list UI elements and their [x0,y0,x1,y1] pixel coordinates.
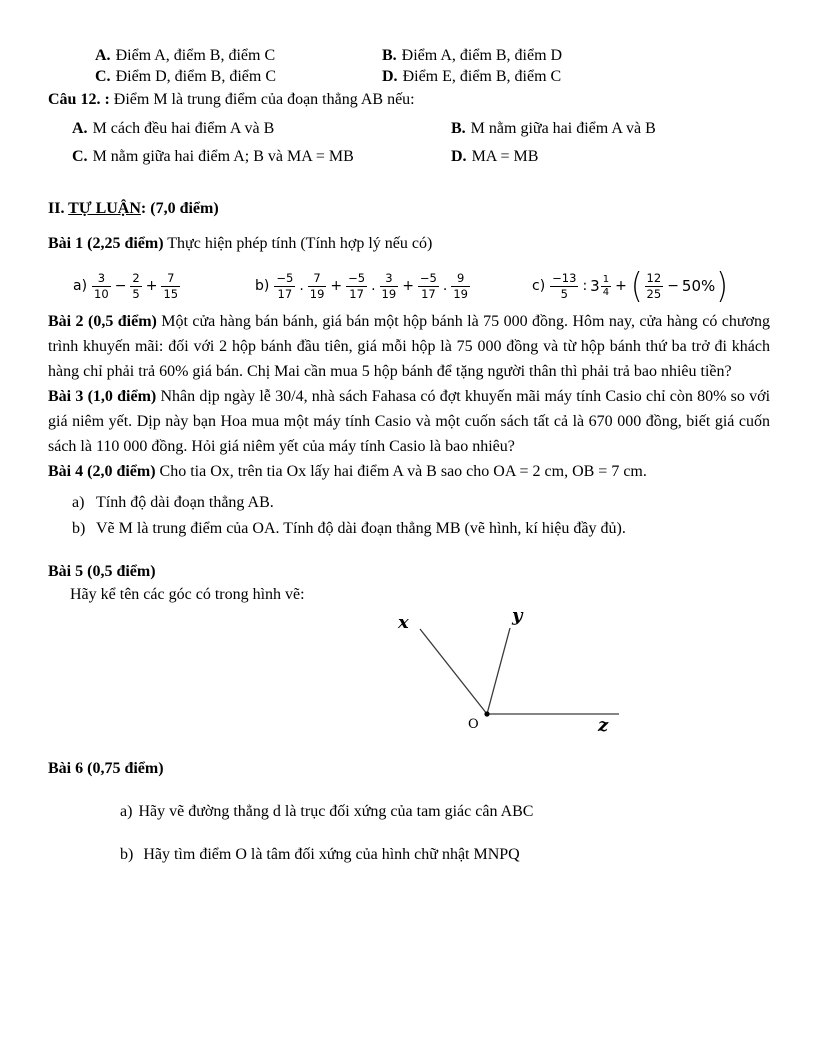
ray-x-line [420,629,487,714]
option-text: MA = MB [471,148,539,165]
expression-label: c) [532,278,546,294]
problem-6-heading: Bài 6 (0,75 điểm) [48,760,164,777]
list-item [72,490,770,516]
math-operator: + [615,278,627,294]
option-letter: C. [72,148,88,165]
option-text: M nằm giữa hai điểm A và B [470,120,656,137]
section-title: TỰ LUẬN [68,200,141,217]
problem-label: Bài 3 (1,0 điểm) [48,388,157,405]
option-item [382,45,562,66]
option-item [95,45,382,66]
item-text: Vẽ M là trung điểm của OA. Tính độ dài đoạn thẳng MB (vẽ hình, kí hiệu đầy đủ). [96,520,626,537]
numerator: 7 [308,271,327,286]
numerator: 1 [602,273,610,285]
angles-figure [390,602,770,734]
item-text: Tính độ dài đoạn thẳng AB. [96,494,274,511]
item-text: Hãy tìm điểm O là tâm đối xứng của hình chữ nhật MNPQ [143,846,520,863]
math-number: 50% [681,277,716,295]
math-tokens [273,271,471,301]
q11-options-row-1 [48,45,770,66]
numerator: −5 [348,271,366,286]
option-item [72,146,451,168]
numerator: 9 [451,271,470,286]
q12-options-row-1 [48,118,770,140]
option-text: Điểm A, điểm B, điểm C [115,47,276,64]
ray-y-line [487,628,510,714]
denominator: 5 [132,286,140,301]
math-expression-a [73,263,181,309]
list-item [120,844,770,866]
numerator: 7 [161,271,180,286]
math-paren: ( [630,265,643,307]
list-item [72,516,770,542]
item-label: b) [72,520,86,537]
fraction [550,271,578,301]
option-letter: D. [451,148,467,165]
problem-text: Nhân dịp ngày lễ 30/4, nhà sách Fahasa có đợt khuyến mãi máy tính Casio chỉ còn 80% so với giá niêm yết. Dịp này bạn Hoa mua một máy tính Casio và một cuốn sách tất cả là 670 000 đồng, biết giá cuốn sách là 110 000 đồng. Hỏi giá niêm yết của máy tính Casio là bao nhiêu? [48,388,771,455]
vertex-O-dot [484,711,489,716]
option-letter: B. [451,120,466,137]
option-letter: C. [95,68,111,85]
problem-text: Cho tia Ox, trên tia Ox lấy hai điểm A và B sao cho OA = 2 cm, OB = 7 cm. [159,463,647,480]
label-y: y [512,605,523,626]
fraction [601,274,611,299]
numerator: 2 [132,271,140,286]
problem-4-items [48,490,770,542]
denominator: 4 [602,286,610,298]
problem-label: Bài 4 (2,0 điểm) [48,463,156,480]
label-z: z [598,715,609,734]
math-number: 3 [590,277,600,295]
denominator: 19 [453,286,468,301]
item-label: a) [72,494,85,511]
numerator: −5 [276,271,294,286]
option-text: M cách đều hai điểm A và B [92,120,275,137]
option-letter: B. [382,47,397,64]
problem-label: Bài 1 (2,25 điểm) [48,235,164,252]
numerator: 3 [380,271,399,286]
option-item [451,146,538,168]
label-x: x [398,612,409,633]
math-operator: + [402,278,414,294]
option-item [451,118,656,140]
fraction [161,271,180,301]
math-operator: . [371,278,376,294]
problem-3 [48,384,770,459]
fraction [346,271,367,301]
option-letter: A. [72,120,88,137]
problem-text: Thực hiện phép tính (Tính hợp lý nếu có) [167,235,433,252]
section-suffix: : (7,0 điểm) [140,200,219,217]
math-operator: + [330,278,343,294]
denominator: 17 [277,286,293,301]
fraction [274,271,295,301]
denominator: 15 [163,286,179,301]
angles-figure-svg [390,602,670,734]
list-item [120,801,770,823]
denominator: 25 [646,286,662,301]
expression-label: b) [255,278,270,294]
question-text: Điểm M là trung điểm của đoạn thẳng AB nếu: [113,91,415,108]
option-text: Điểm D, điểm B, điểm C [115,68,276,85]
fraction [130,271,141,301]
math-operator: . [442,278,448,294]
item-label: a) [120,803,133,820]
problem-1-heading [48,233,770,255]
option-item [72,118,451,140]
problem-1-expressions [48,263,770,309]
math-operator: . [299,278,304,294]
math-operator: + [145,278,158,294]
numerator: 12 [646,271,662,286]
option-text: Điểm E, điểm B, điểm C [402,68,562,85]
denominator: 19 [309,286,325,301]
denominator: 17 [349,286,364,301]
option-letter: A. [95,47,111,64]
section-numeral: II. [48,200,65,217]
denominator: 10 [94,286,109,301]
question-number: Câu 12. : [48,91,110,108]
option-item [382,66,561,87]
math-operator: : [582,278,588,294]
math-tokens [549,265,729,307]
math-expression-c [532,263,729,309]
option-item [95,66,382,87]
problem-5-heading: Bài 5 (0,5 điểm) [48,563,156,580]
fraction [418,271,439,301]
numerator: 3 [92,271,111,286]
math-expression-b [255,263,471,309]
q11-options-row-2 [48,66,770,87]
math-operator: − [114,278,127,294]
fraction [451,271,470,301]
denominator: 5 [560,286,568,301]
problem-4-heading [48,459,770,484]
numerator: −5 [419,271,437,286]
math-tokens [91,271,181,301]
section-2-heading [48,198,770,220]
fraction [308,271,327,301]
expression-label: a) [73,278,88,294]
option-text: Điểm A, điểm B, điểm D [401,47,563,64]
problem-text: Một cửa hàng bán bánh, giá bán một hộp bánh là 75 000 đồng. Hôm nay, cửa hàng có chương trình khuyến mãi: đối với 2 hộp bánh đầu tiên, giá mỗi hộp là 75 000 đồng và từ hộp bánh thứ ba trở đi khách hàng chỉ phải trả 60% giá bán. Chị Mai cần mua 5 hộp bánh để tặng người thân thì phải trả bao nhiêu tiền? [48,313,770,380]
item-text: Hãy vẽ đường thẳng d là trục đối xứng của tam giác cân ABC [138,803,534,820]
math-operator: − [667,278,679,294]
numerator: −13 [552,271,577,286]
fraction [380,271,399,301]
math-paren: ) [716,265,728,307]
question-12 [48,89,770,110]
q12-options-row-2 [48,146,770,168]
option-text: M nằm giữa hai điểm A; B và MA = MB [92,148,354,165]
problem-2 [48,309,770,384]
problem-label: Bài 2 (0,5 điểm) [48,313,157,330]
label-O: O [468,717,479,732]
fraction [92,271,111,301]
problem-5-prompt: Hãy kể tên các góc có trong hình vẽ: [70,586,305,603]
denominator: 17 [421,286,436,301]
fraction [645,271,664,301]
option-letter: D. [382,68,398,85]
item-label: b) [120,846,134,863]
denominator: 19 [381,286,397,301]
